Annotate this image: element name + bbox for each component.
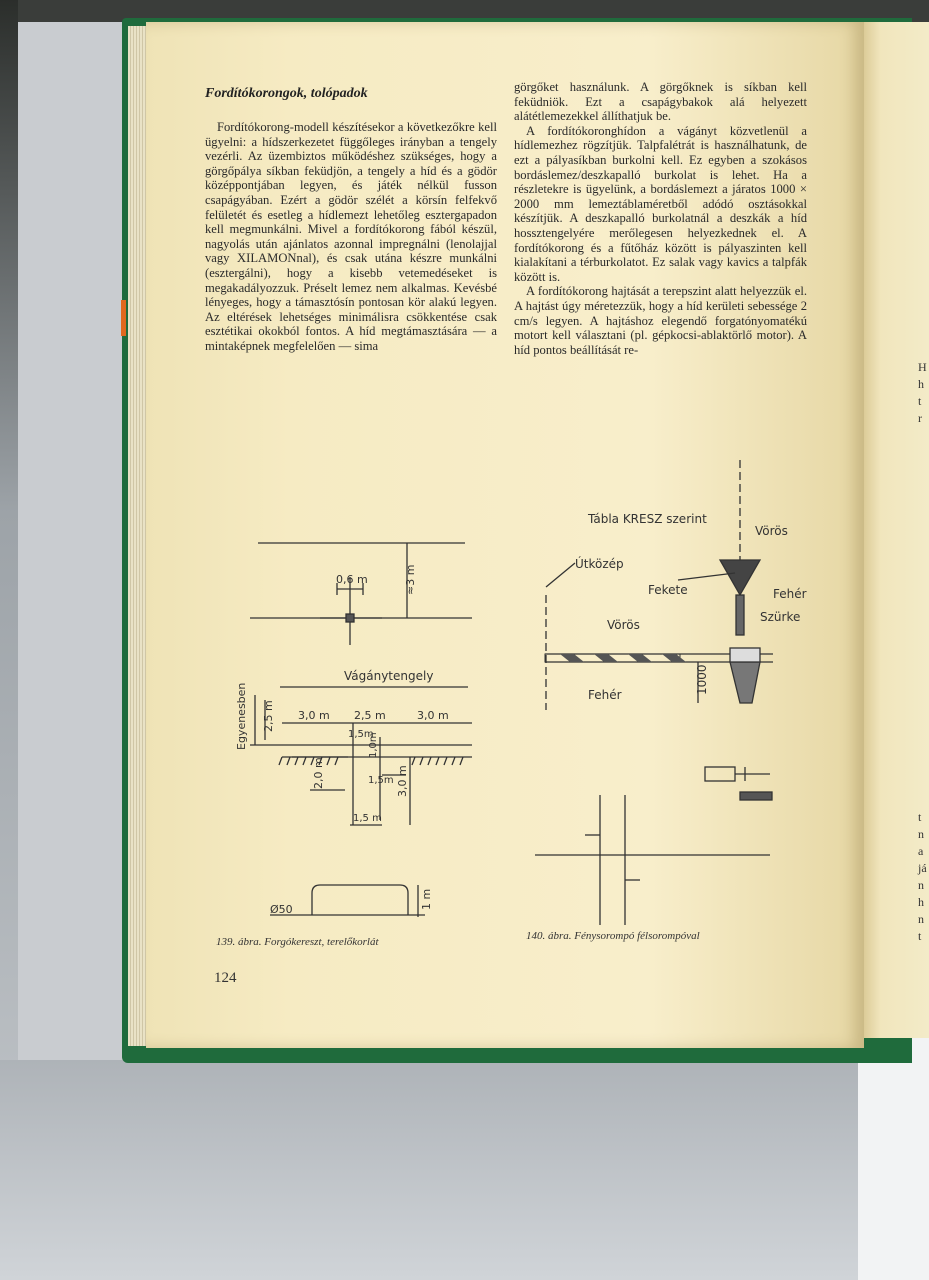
- figure-139-caption: 139. ábra. Forgókereszt, terelőkorlát: [216, 936, 379, 948]
- label-cross-width: 0,6 m: [336, 573, 368, 586]
- facing-page-text: H: [918, 360, 927, 374]
- facing-page-text: n: [918, 878, 924, 892]
- facing-page-text: n: [918, 912, 924, 926]
- bookmark-tab: [121, 300, 126, 336]
- label-straight: Egyenesben: [235, 682, 248, 750]
- facing-page-text: h: [918, 895, 924, 909]
- label-red1: Vörös: [755, 524, 788, 538]
- label-grey: Szürke: [760, 610, 801, 624]
- page-number: 124: [214, 970, 237, 986]
- paragraph: Fordítókorong-modell készítésekor a következőkre kell ügyelni: a hídszerkezetet függőleges irányban a tengely vezérli. Az üzembiztos működéshez szükséges, hogy a görgőpálya síkban feküdjön, a tengely a híd és a gödör középpontjában legyen, és játék nélkül fusson csapágyában. Ezért a gödör szélét a körsín felfekvő felületét és esetleg a hídlemezt lehetőleg esztergapadon kell megmunkálni. Mivel a fordítókorong fából készül, nagyolás után ajánlatos azonnal impregnálni (lenolajjal vagy XILAMONnal), és csak utána készre munkálni (esztergálni), hogy a kisebb vetemedéseket is megakadályozzuk. Préselt lemez nem alkalmas. Kevésbé lényeges, hogy a támasztósín pontosan kör alakú legyen. Az eltérések lehetséges minimálisra csökkentése csak esztétikai okokból fontos. A híd megtámasztására — a mintaképnek megfelelően — sima: [205, 120, 497, 353]
- background-table: [0, 1060, 929, 1280]
- label-cross-dist: ≈3 m: [404, 564, 417, 595]
- page-edges: [128, 26, 148, 1046]
- background-paper: [858, 1030, 929, 1280]
- label-h1000: 1000: [695, 664, 709, 695]
- label-d15c: 1,5 m: [353, 813, 382, 824]
- text-column-left: [205, 120, 497, 354]
- label-phi50: Ø50: [270, 903, 293, 916]
- facing-page-text: t: [918, 394, 922, 408]
- label-d30c: 3,0 m: [396, 765, 409, 797]
- label-white2: Fehér: [588, 688, 622, 702]
- label-d30a: 3,0 m: [298, 709, 330, 722]
- section-title: Fordítókorongok, tolópadok: [205, 86, 368, 101]
- paragraph: A fordítókorong hajtását a terepszint alatt helyezzük el. A hajtást úgy méretezzük, hogy a híd kerületi sebessége 2 cm/s legyen. A hajtáshoz elegendő forgatónyomatékú motort kell választani (pl. gépkocsi-ablaktörlő motor). A híd pontos beállítását re-: [514, 284, 807, 357]
- facing-page-text: t: [918, 810, 922, 824]
- figure-139-drawing: [210, 525, 480, 935]
- label-red2: Vörös: [607, 618, 640, 632]
- label-d30b: 3,0 m: [417, 709, 449, 722]
- label-track-axis: Vágánytengely: [344, 669, 434, 683]
- label-h1m: 1 m: [420, 888, 433, 910]
- label-d10: 1,0m: [368, 732, 379, 758]
- facing-page-text: a: [918, 844, 924, 858]
- label-road-center: Útközép: [575, 557, 624, 571]
- facing-page-text: t: [918, 929, 922, 943]
- label-sign: Tábla KRESZ szerint: [588, 512, 707, 526]
- paragraph: görgőket használunk. A görgőknek is síkban kell feküdniök. Ezt a csapágybakok alá helyezett alátétlemezekkel állíthatjuk be.: [514, 80, 807, 124]
- paragraph: A fordítókoronghídon a vágányt közvetlenül a hídlemezhez rögzítjük. Talpfalétrát is használhatunk, de ezt a pályasíkban burkolni kell. Ez egyben a szokásos bordáslemez/deszkapalló burkolat is lehet. Ha a részletekre is ügyelünk, a bordáslemezt a járatos 1000 × 2000 mm lemeztáblaméretből adódó osztásokkal készítjük. A deszkapalló burkolatnál a deszkák a híd hossztengelyére merőlegesen helyezkednek el. A fordítókorong és a fűtőház között is pályaszinten kell kialakítani a térburkolatot. Ez salak vagy kavics a talpfák között is.: [514, 123, 807, 284]
- figure-140-caption: 140. ábra. Fénysorompó félsorompóval: [526, 930, 700, 942]
- label-h25: 2,5 m: [262, 700, 275, 732]
- facing-page-text: já: [918, 861, 927, 875]
- label-black: Fekete: [648, 583, 688, 597]
- label-d25: 2,5 m: [354, 709, 386, 722]
- facing-page-text: r: [918, 411, 922, 425]
- label-d20: 2,0 m: [312, 757, 325, 789]
- label-d15b: 1,5m: [368, 775, 394, 786]
- label-d15a: 1,5m: [348, 729, 374, 740]
- figure-140-drawing: [530, 455, 810, 925]
- label-white1: Fehér: [773, 587, 807, 601]
- text-column-right: [514, 80, 807, 357]
- facing-page-text: n: [918, 827, 924, 841]
- facing-page-text: h: [918, 377, 924, 391]
